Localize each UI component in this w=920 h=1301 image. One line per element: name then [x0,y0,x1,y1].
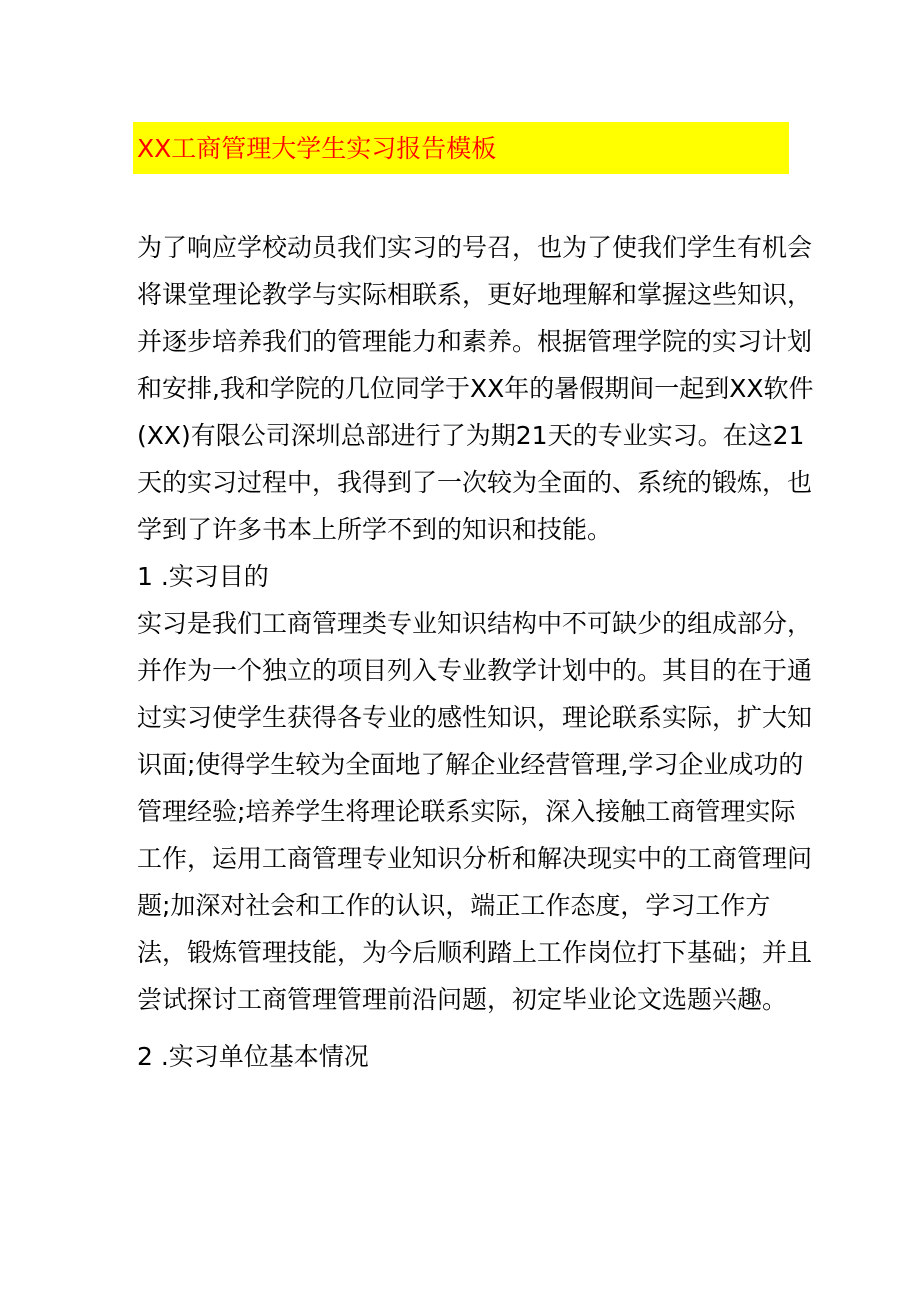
section-1-paragraph: 实习是我们工商管理类专业知识结构中不可缺少的组成部分，并作为一个独立的项目列入专业教学计划中的。其目的在于通过实习使学生获得各专业的感性知识，理论联系实际，扩大知识面;使得学生较为全面地了解企业经营管理,学习企业成功的管理经验;培养学生将理论联系实际，深入接触工商管理实际工作，运用工商管理专业知识分析和解决现实中的工商管理问题;加深对社会和工作的认识，端正工作态度，学习工作方法，锻炼管理技能，为今后顺利踏上工作岗位打下基础；并且尝试探讨工商管理管理前沿问题，初定毕业论文选题兴趣。 [137,609,813,1014]
document-title: XX工商管理大学生实习报告模板 [137,133,497,163]
title-highlight-bar [133,122,789,174]
section-1-heading: 1 .实习目的 [137,562,269,591]
section-2-heading: 2 .实习单位基本情况 [137,1042,369,1071]
document-body [137,224,817,1080]
intro-paragraph: 为了响应学校动员我们实习的号召，也为了使我们学生有机会将课堂理论教学与实际相联系，更好地理解和掌握这些知识，并逐步培养我们的管理能力和素养。根据管理学院的实习计划和安排,我和学院的几位同学于XX年的暑假期间一起到XX软件(XX)有限公司深圳总部进行了为期21天的专业实习。在这21天的实习过程中，我得到了一次较为全面的、系统的锻炼，也学到了许多书本上所学不到的知识和技能。 [137,233,814,544]
